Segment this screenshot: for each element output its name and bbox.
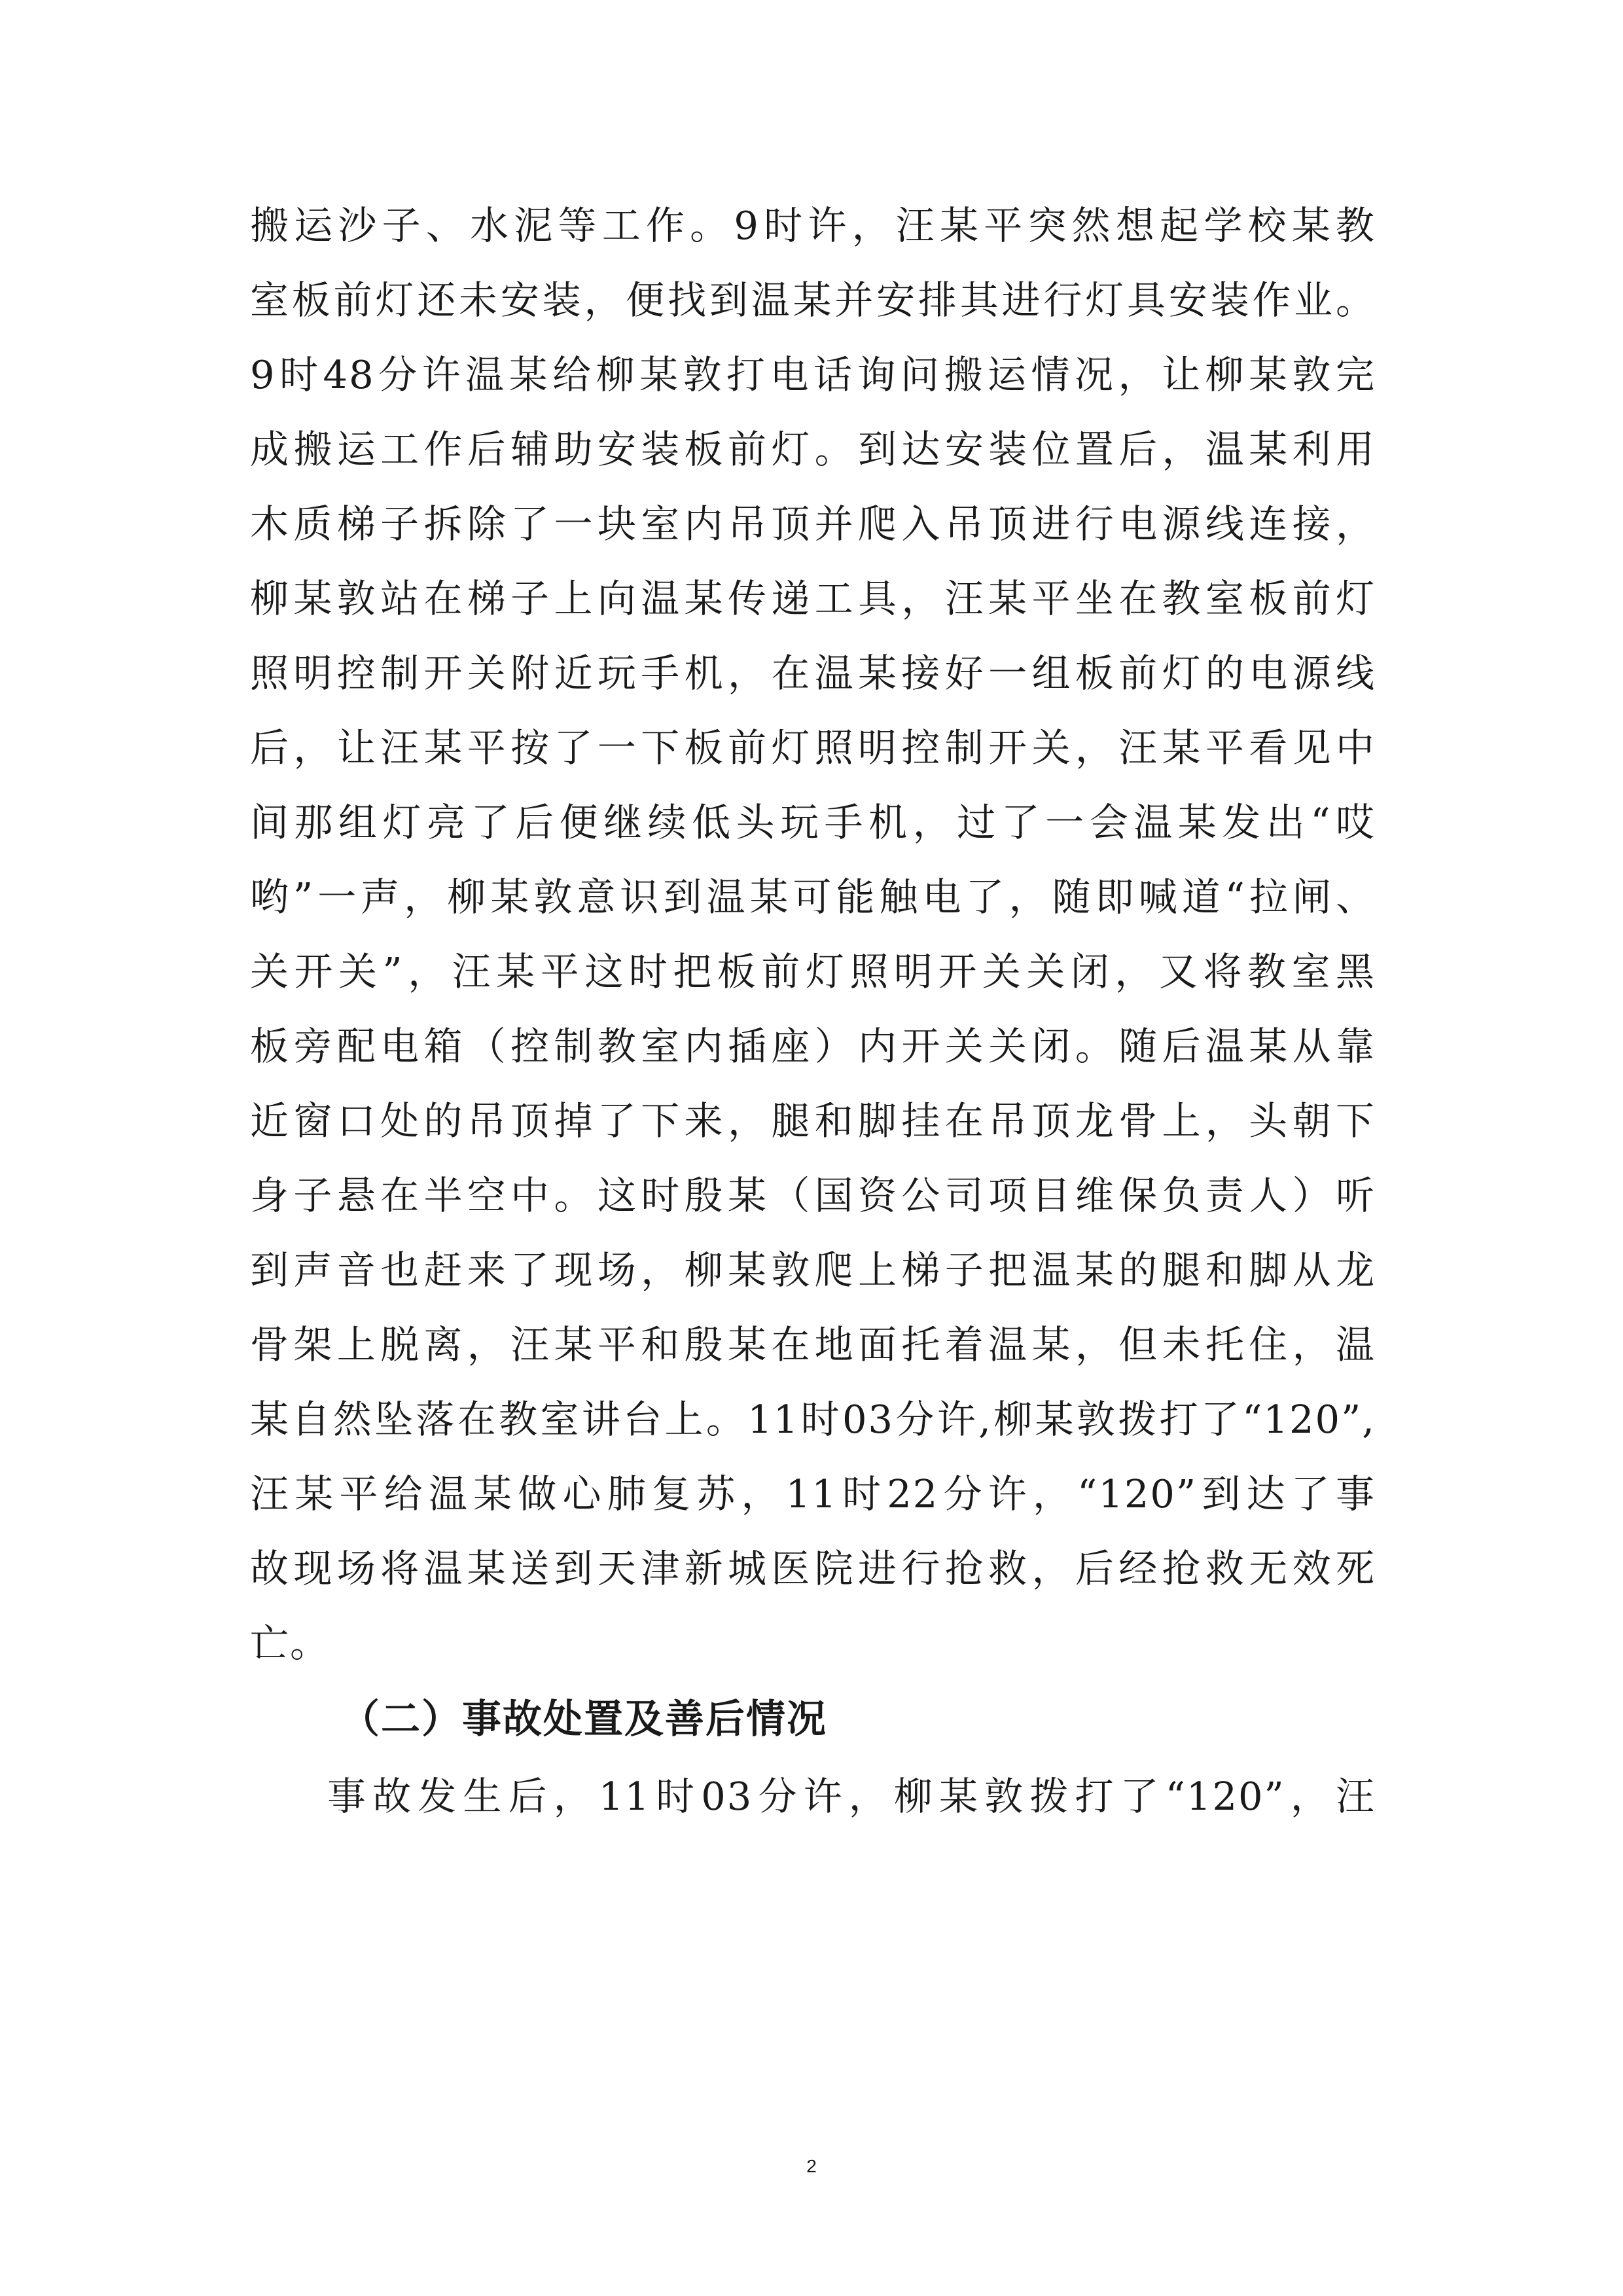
body-line: 9时48分许温某给柳某敦打电话询问搬运情况，让柳某敦完 (250, 352, 1376, 397)
page-number: 2 (806, 2156, 817, 2176)
body-line: 亡。 (250, 1621, 330, 1666)
section-first-line: 事故发生后，11时03分许，柳某敦拨打了“120”，汪 (327, 1774, 1376, 1819)
body-line: 某自然坠落在教室讲台上。11时03分许,柳某敦拨打了“120”, (250, 1397, 1376, 1442)
body-line: 木质梯子拆除了一块室内吊顶并爬入吊顶进行电源线连接， (250, 501, 1376, 547)
body-line: 柳某敦站在梯子上向温某传递工具，汪某平坐在教室板前灯 (250, 576, 1376, 621)
body-line: 故现场将温某送到天津新城医院进行抢救，后经抢救无效死 (250, 1546, 1376, 1591)
body-line: 关开关”，汪某平这时把板前灯照明开关关闭，又将教室黑 (250, 949, 1376, 994)
body-line: 搬运沙子、水泥等工作。9时许，汪某平突然想起学校某教 (250, 203, 1376, 248)
section-heading: （二）事故处置及善后情况 (340, 1696, 827, 1742)
body-line: 板旁配电箱（控制教室内插座）内开关关闭。随后温某从靠 (250, 1024, 1376, 1069)
body-line: 间那组灯亮了后便继续低头玩手机，过了一会温某发出“哎 (250, 800, 1376, 845)
body-line: 后，让汪某平按了一下板前灯照明控制开关，汪某平看见中 (250, 725, 1376, 770)
body-line: 成搬运工作后辅助安装板前灯。到达安装位置后，温某利用 (250, 427, 1376, 472)
body-line: 照明控制开关附近玩手机，在温某接好一组板前灯的电源线 (250, 651, 1376, 696)
body-line: 室板前灯还未安装，便找到温某并安排其进行灯具安装作业。 (250, 278, 1376, 323)
body-line: 骨架上脱离，汪某平和殷某在地面托着温某，但未托住，温 (250, 1322, 1376, 1367)
body-line: 到声音也赶来了现场，柳某敦爬上梯子把温某的腿和脚从龙 (250, 1247, 1376, 1293)
body-line: 身子悬在半空中。这时殷某（国资公司项目维保负责人）听 (250, 1173, 1376, 1218)
body-line: 近窗口处的吊顶掉了下来，腿和脚挂在吊顶龙骨上，头朝下 (250, 1098, 1376, 1143)
body-line: 哟”一声，柳某敦意识到温某可能触电了，随即喊道“拉闸、 (250, 874, 1376, 920)
body-line: 汪某平给温某做心肺复苏，11时22分许，“120”到达了事 (250, 1471, 1376, 1516)
